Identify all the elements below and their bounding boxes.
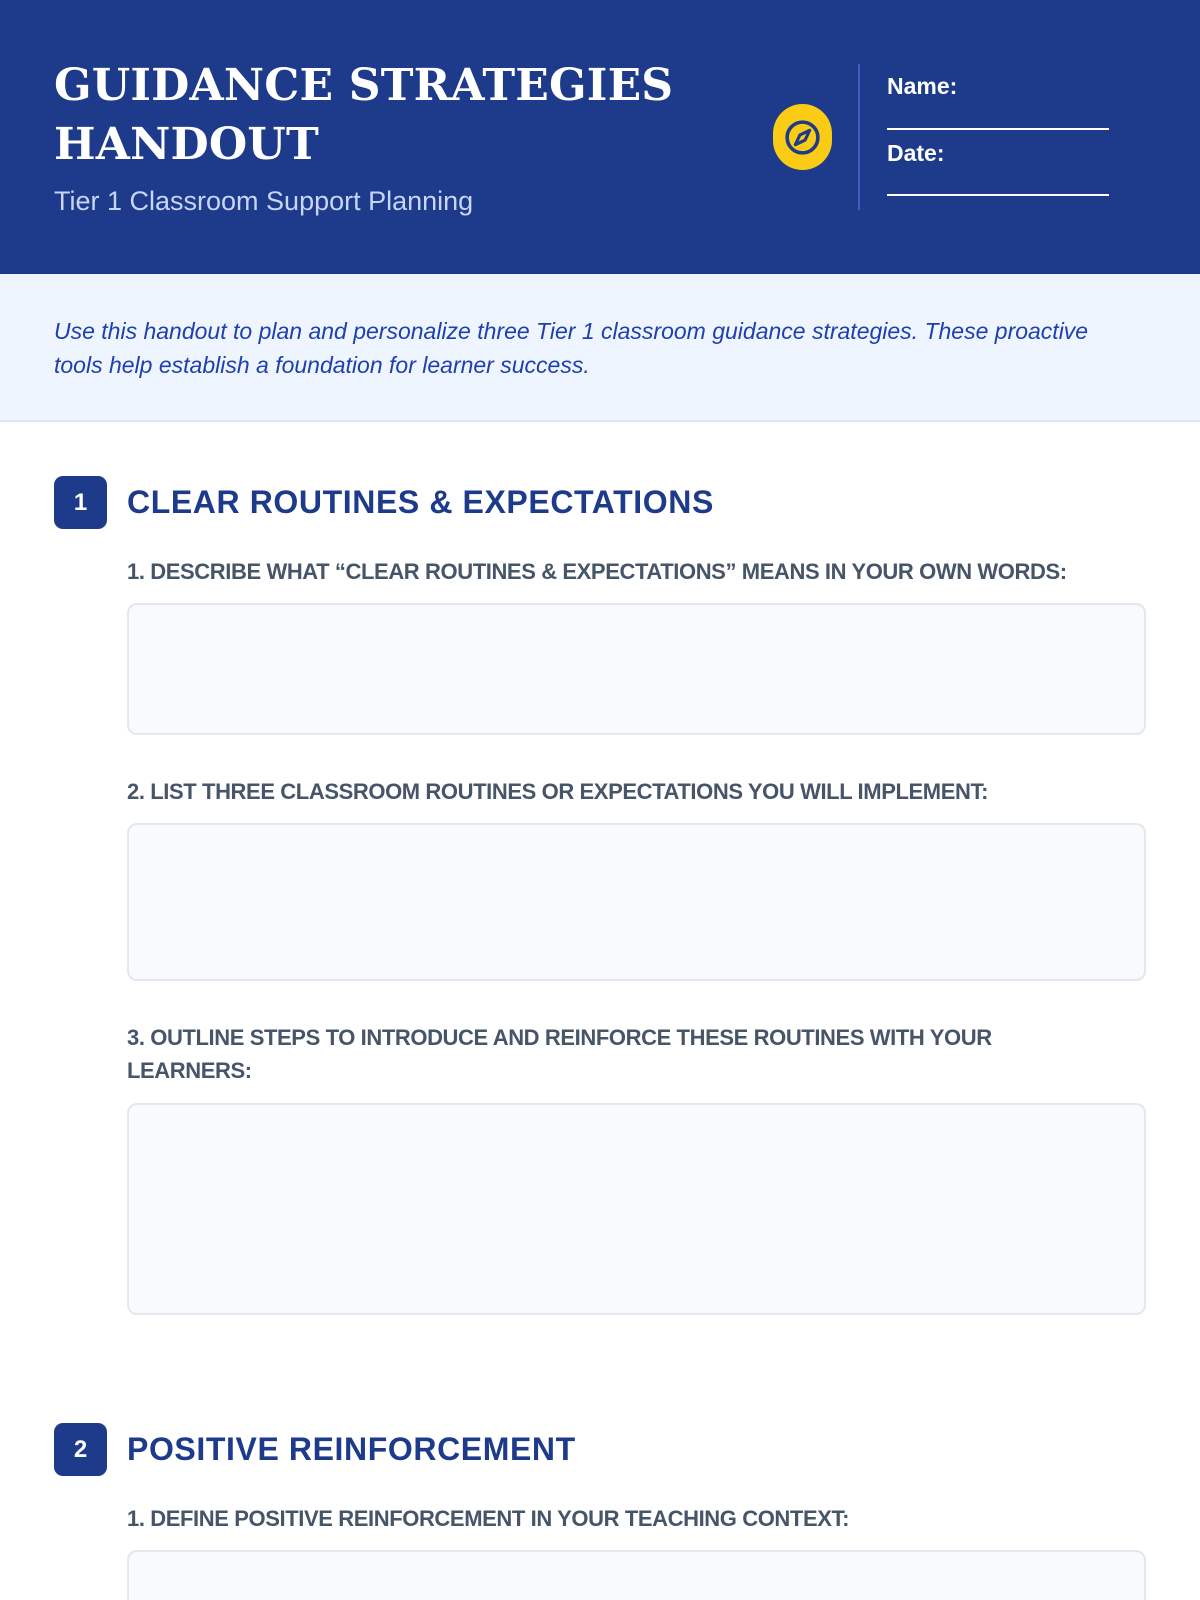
compass-icon — [782, 117, 823, 158]
intro-text: Use this handout to plan and personalize three Tier 1 classroom guidance strategies. These proactive tools help establish a foundation for learner success. — [54, 318, 1089, 378]
date-label: Date: — [887, 140, 945, 166]
compass-badge — [773, 104, 832, 170]
name-field[interactable] — [887, 128, 1109, 130]
section-title-positive-reinforcement: POSITIVE REINFORCEMENT — [127, 1431, 576, 1467]
header-divider — [858, 64, 860, 210]
answer-box-define-reinforcement[interactable] — [127, 1550, 1146, 1600]
section-title-clear-routines: CLEAR ROUTINES & EXPECTATIONS — [127, 484, 714, 520]
answer-box-list-routines[interactable] — [127, 823, 1146, 981]
answer-box-outline-steps[interactable] — [127, 1103, 1146, 1315]
section-number-badge: 2 — [54, 1423, 107, 1476]
intro-band — [0, 274, 1200, 422]
question-label: 1. DESCRIBE WHAT “CLEAR ROUTINES & EXPECTATIONS” MEANS IN YOUR OWN WORDS: — [127, 559, 1067, 584]
answer-box-describe-routines[interactable] — [127, 603, 1146, 735]
question-label: 1. DEFINE POSITIVE REINFORCEMENT IN YOUR TEACHING CONTEXT: — [127, 1506, 850, 1531]
page-header — [0, 0, 1200, 274]
name-label: Name: — [887, 73, 958, 99]
section-number-badge: 1 — [54, 476, 107, 529]
question-label: 3. OUTLINE STEPS TO INTRODUCE AND REINFORCE THESE ROUTINES WITH YOUR LEARNERS: — [127, 1025, 992, 1083]
date-field[interactable] — [887, 194, 1109, 196]
page-title: GUIDANCE STRATEGIES HANDOUT — [54, 60, 674, 170]
question-label: 2. LIST THREE CLASSROOM ROUTINES OR EXPECTATIONS YOU WILL IMPLEMENT: — [127, 779, 988, 804]
page-subtitle: Tier 1 Classroom Support Planning — [54, 186, 474, 216]
